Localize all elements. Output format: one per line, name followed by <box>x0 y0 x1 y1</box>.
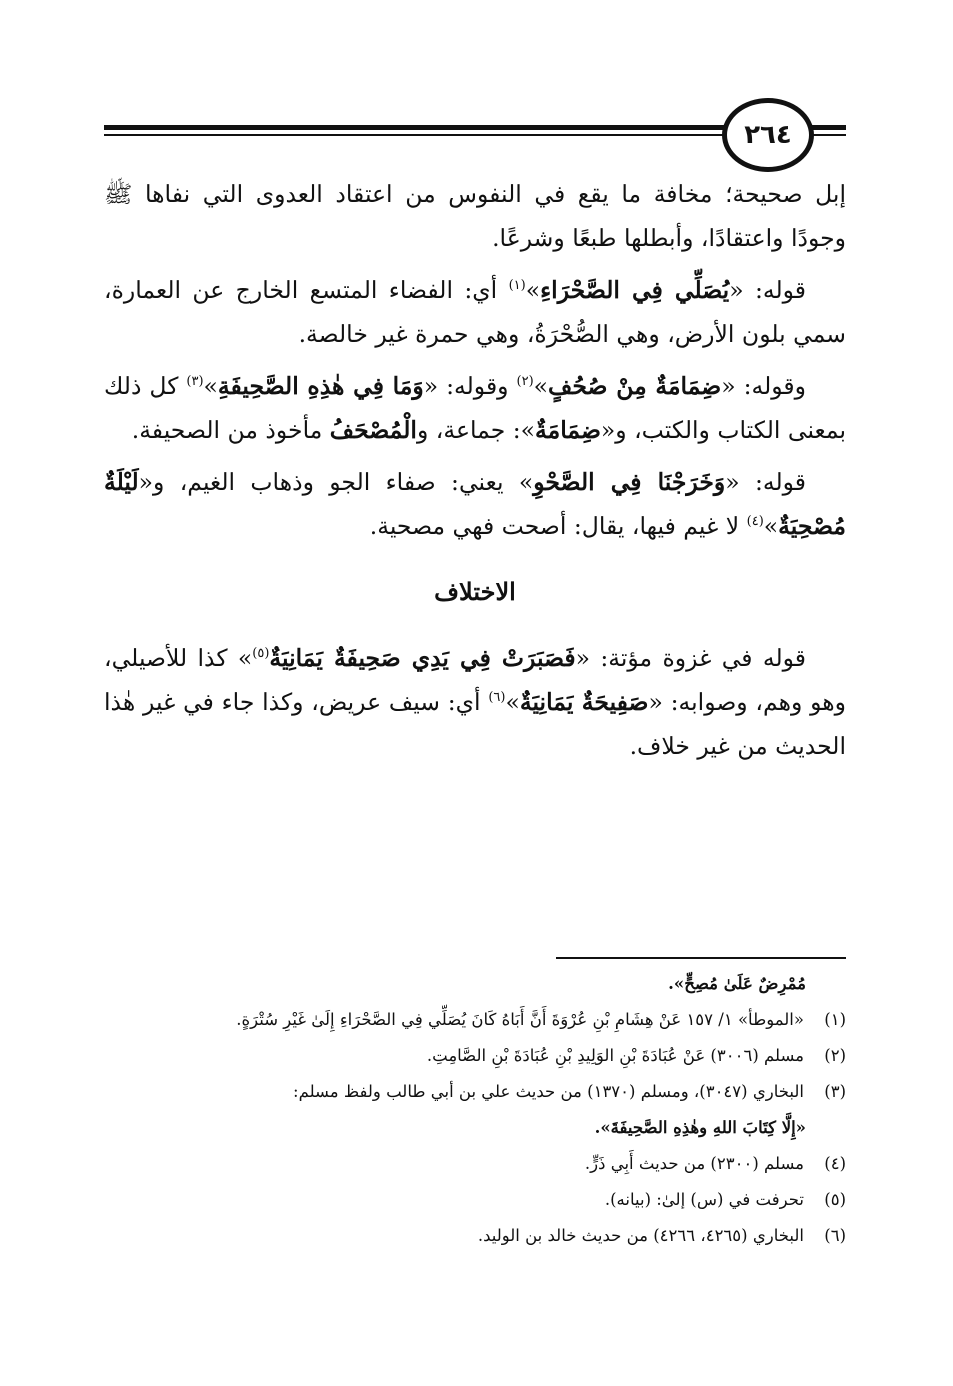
footnote-3-continuation: «إِلَّا كِتَابَ اللهِ وهٰذِهِ الصَّحِيفَةَ». <box>594 1118 806 1137</box>
text-run: مأخوذ من الصحيفة. <box>131 416 330 444</box>
footnote-number: (٤) <box>824 1154 846 1173</box>
text-run: أي: سيف عريض، وكذا جاء في غير هٰذا الحديث من غير خلاف. <box>104 688 846 760</box>
hadith-phrase: ضِمَامَةٌ مِنْ صُحُفٍ <box>548 372 722 400</box>
text-run: قوله: « <box>725 468 807 496</box>
text-run: وقوله: « <box>423 372 517 400</box>
footnote-4 <box>104 1146 846 1182</box>
footnote-number: (٢) <box>824 1046 846 1065</box>
hadith-phrase: الْمُصْحَفُ <box>329 416 417 444</box>
text-run: » <box>763 512 779 540</box>
footnote-number: (١) <box>824 1010 846 1029</box>
text-run: »: جماعة، و <box>416 416 536 444</box>
footnote-5 <box>104 1182 846 1218</box>
hadith-phrase: ضِمَامَةٌ <box>535 416 601 444</box>
paragraph-5 <box>104 636 846 768</box>
paragraph-1: إبل صحيحة؛ مخافة ما يقع في النفوس من اعتقاد العدوى التي نفاها ﷺ وجودًا واعتقادًا، وأبطلها طبعًا وشرعًا. <box>104 180 846 252</box>
text-run: قوله: « <box>729 276 806 304</box>
footnotes <box>104 966 846 1254</box>
section-heading: الاختلاف <box>434 577 516 606</box>
footnote-ref-5[interactable]: (٥) <box>252 646 270 662</box>
hadith-phrase: صَفِيحَةٌ يَمَانِيَةٌ <box>519 688 649 716</box>
text-run: كل ذلك بمعنى الكتاب والكتب، و« <box>104 372 846 444</box>
paragraph-2 <box>104 268 846 356</box>
hadith-phrase: فَصَبَرَتْ فِي يَدِي صَحِيفَةٌ يَمَانِيَةٌ <box>269 644 576 672</box>
footnote-6 <box>104 1218 846 1254</box>
footnote-2 <box>104 1038 846 1074</box>
footnote-ref-4[interactable]: (٤) <box>746 514 764 530</box>
footnote-carryover: مُمْرِضٌ عَلَىٰ مُصِحٍّ». <box>668 974 806 993</box>
text-run: وقوله: « <box>721 372 807 400</box>
page-number: ٢٦٤ <box>722 98 814 172</box>
footnote-text: البخاري (٣٠٤٧)، ومسلم (١٣٧٠) من حديث علي بن أبي طالب ولفظ مسلم: <box>293 1082 804 1101</box>
footnote-ref-2[interactable]: (٢) <box>516 374 534 390</box>
text-run: » كذا للأصيلي، وهو وهم، وصوابه: « <box>104 644 846 716</box>
hadith-phrase: وَخَرَجْنَا فِي الصَّحْوِ <box>533 468 726 496</box>
header-rule-thick <box>104 125 724 130</box>
text-run: » <box>505 688 520 716</box>
text-run: قوله في غزوة مؤتة: « <box>575 644 806 672</box>
text-run: » <box>533 372 549 400</box>
footnote-text: «الموطأ» ١/ ١٥٧ عَنْ هِشَامِ بْنِ عُرْوَةَ أَنَّ أَبَاهُ كَانَ يُصَلِّي فِي الصَّحْرَاءِ إِلَىٰ غَيْرِ سُتْرَةٍ. <box>236 1010 804 1029</box>
footnote-text: مسلم (٣٠٠٦) عَنْ عُبَادَةَ بْنِ الوَلِيدِ بْنِ عُبَادَةَ بْنِ الصَّامِتِ. <box>426 1046 804 1065</box>
footnote-3 <box>104 1074 846 1110</box>
main-text <box>104 172 846 776</box>
footnote-number: (٦) <box>824 1226 846 1245</box>
footnote-text: تحرفت في (س) إلىٰ: (بيانه). <box>604 1190 804 1209</box>
header-rule-right-thick <box>808 125 846 130</box>
footnote-separator <box>556 957 846 959</box>
paragraph-3 <box>104 364 846 452</box>
footnote-text: مسلم (٢٣٠٠) من حديث أَبِي ذَرٍّ. <box>584 1154 804 1173</box>
footnote-text: البخاري (٤٢٦٥، ٤٢٦٦) من حديث خالد بن الوليد. <box>477 1226 804 1245</box>
footnote-ref-1[interactable]: (١) <box>508 278 526 294</box>
footnote-ref-6[interactable]: (٦) <box>488 690 506 706</box>
hadith-phrase: لَيْلَةٌ مُصْحِيَةٌ <box>104 468 846 540</box>
header-rule-thin <box>104 134 724 136</box>
hadith-phrase: يُصَلِّي فِي الصَّحْرَاءِ <box>540 276 730 304</box>
hadith-phrase: وَمَا فِي هٰذِهِ الصَّحِيفَةِ <box>217 372 424 400</box>
paragraph-4 <box>104 460 846 548</box>
text-run: لا غيم فيها، يقال: أصحت فهي مصحية. <box>369 512 747 540</box>
text-run: أي: الفضاء المتسع الخارج عن العمارة، سمي بلون الأرض، وهي الصُّحْرَةُ، وهي حمرة غير خالصة. <box>104 276 846 348</box>
text-run: » <box>525 276 541 304</box>
text-run: » <box>203 372 218 400</box>
footnote-ref-3[interactable]: (٣) <box>186 374 204 390</box>
text-run: » يعني: صفاء الجو وذهاب الغيم، و« <box>138 468 534 496</box>
footnote-number: (٥) <box>824 1190 846 1209</box>
footnote-1 <box>104 1002 846 1038</box>
footnote-number: (٣) <box>824 1082 846 1101</box>
